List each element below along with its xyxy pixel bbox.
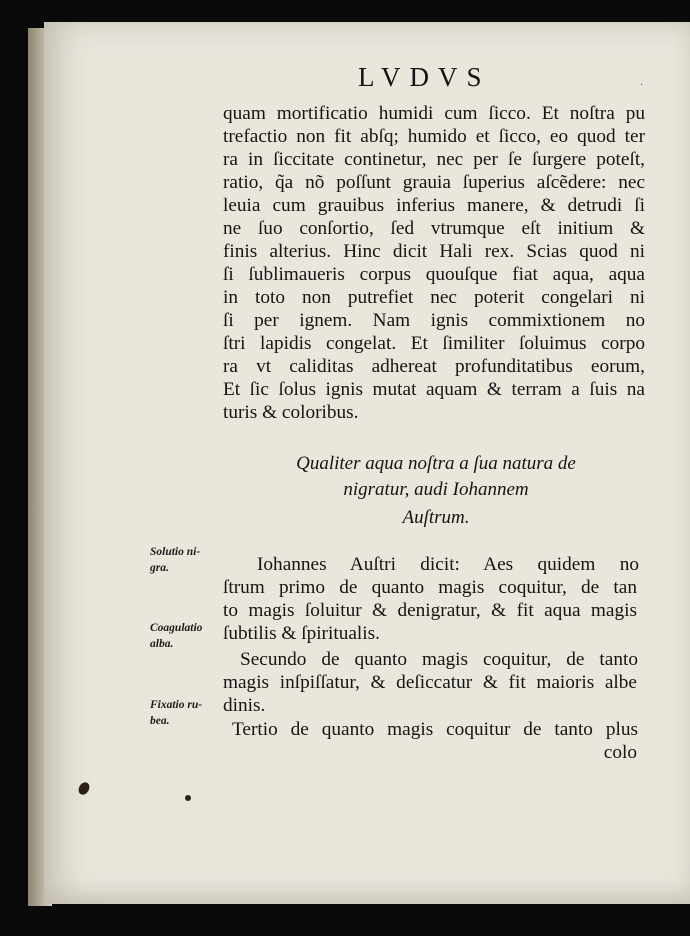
paragraph-line: Et ſic ſolus ignis mutat aquam & terram a ſuis na: [223, 379, 645, 400]
paragraph-line: ra in ſiccitate continetur, nec per ſe ſurgere poteſt,: [223, 149, 645, 170]
heading-line: Qualiter aqua noſtra a ſua natura de: [296, 453, 576, 474]
paragraph-line: turis & coloribus.: [223, 402, 359, 423]
book-page: [44, 22, 690, 904]
page-mark: ·: [640, 80, 644, 91]
section-line: ſtrum primo de quanto magis coquitur, de tan: [223, 577, 637, 598]
section-line: to magis ſoluitur & denigratur, & fit aqua magis: [223, 600, 637, 621]
section-line: dinis.: [223, 695, 266, 716]
paragraph-line: in toto non putrefiet nec poterit congelari ni: [223, 287, 645, 308]
section-line: ſubtilis & ſpiritualis.: [223, 623, 380, 644]
paragraph-line: finis alterius. Hinc dicit Hali rex. Scias quod ni: [223, 241, 645, 262]
paragraph-line: ne ſuo conſortio, ſed vtrumque eſt initium &: [223, 218, 645, 239]
margin-note: Coagulatio alba.: [150, 622, 203, 650]
margin-note: Solutio ni- gra.: [150, 546, 201, 574]
paragraph-line: ſtri lapidis congelat. Et ſimiliter ſoluimus corpo: [223, 333, 645, 354]
section-line: Secundo de quanto magis coquitur, de tanto: [240, 649, 638, 670]
ink-blot: [76, 780, 91, 796]
paragraph-line: quam mortificatio humidi cum ſicco. Et noſtra pu: [223, 103, 645, 124]
paragraph-line: ra vt caliditas adhereat profunditatibus eorum,: [223, 356, 645, 377]
paragraph-line: ratio, q̃a nõ poſſunt grauia ſuperius aſcẽdere: nec: [223, 172, 645, 193]
paragraph-line: trefactio non fit abſq; humido et ſicco, eo quod ter: [223, 126, 645, 147]
ink-blot: [185, 795, 191, 801]
heading-line: Auſtrum.: [402, 507, 470, 528]
section-line: Iohannes Auſtri dicit: Aes quidem no: [257, 554, 639, 575]
running-head: LVDVS: [358, 62, 491, 92]
heading-line: nigratur, audi Iohannem: [343, 479, 529, 500]
section-line: colo: [603, 742, 637, 763]
section-line: Tertio de quanto magis coquitur de tanto plus: [232, 719, 638, 740]
paragraph-line: ſi ſublimaueris corpus quouſque fiat aqua, aqua: [223, 264, 645, 285]
margin-note: Fixatio ru- bea.: [150, 699, 203, 727]
section-line: magis inſpiſſatur, & deſiccatur & fit maioris albe: [223, 672, 637, 693]
paragraph-line: leuia cum grauibus inferius manere, & detrudi ſi: [223, 195, 645, 216]
paragraph-line: ſi per ignem. Nam ignis commixtionem no: [223, 310, 645, 331]
